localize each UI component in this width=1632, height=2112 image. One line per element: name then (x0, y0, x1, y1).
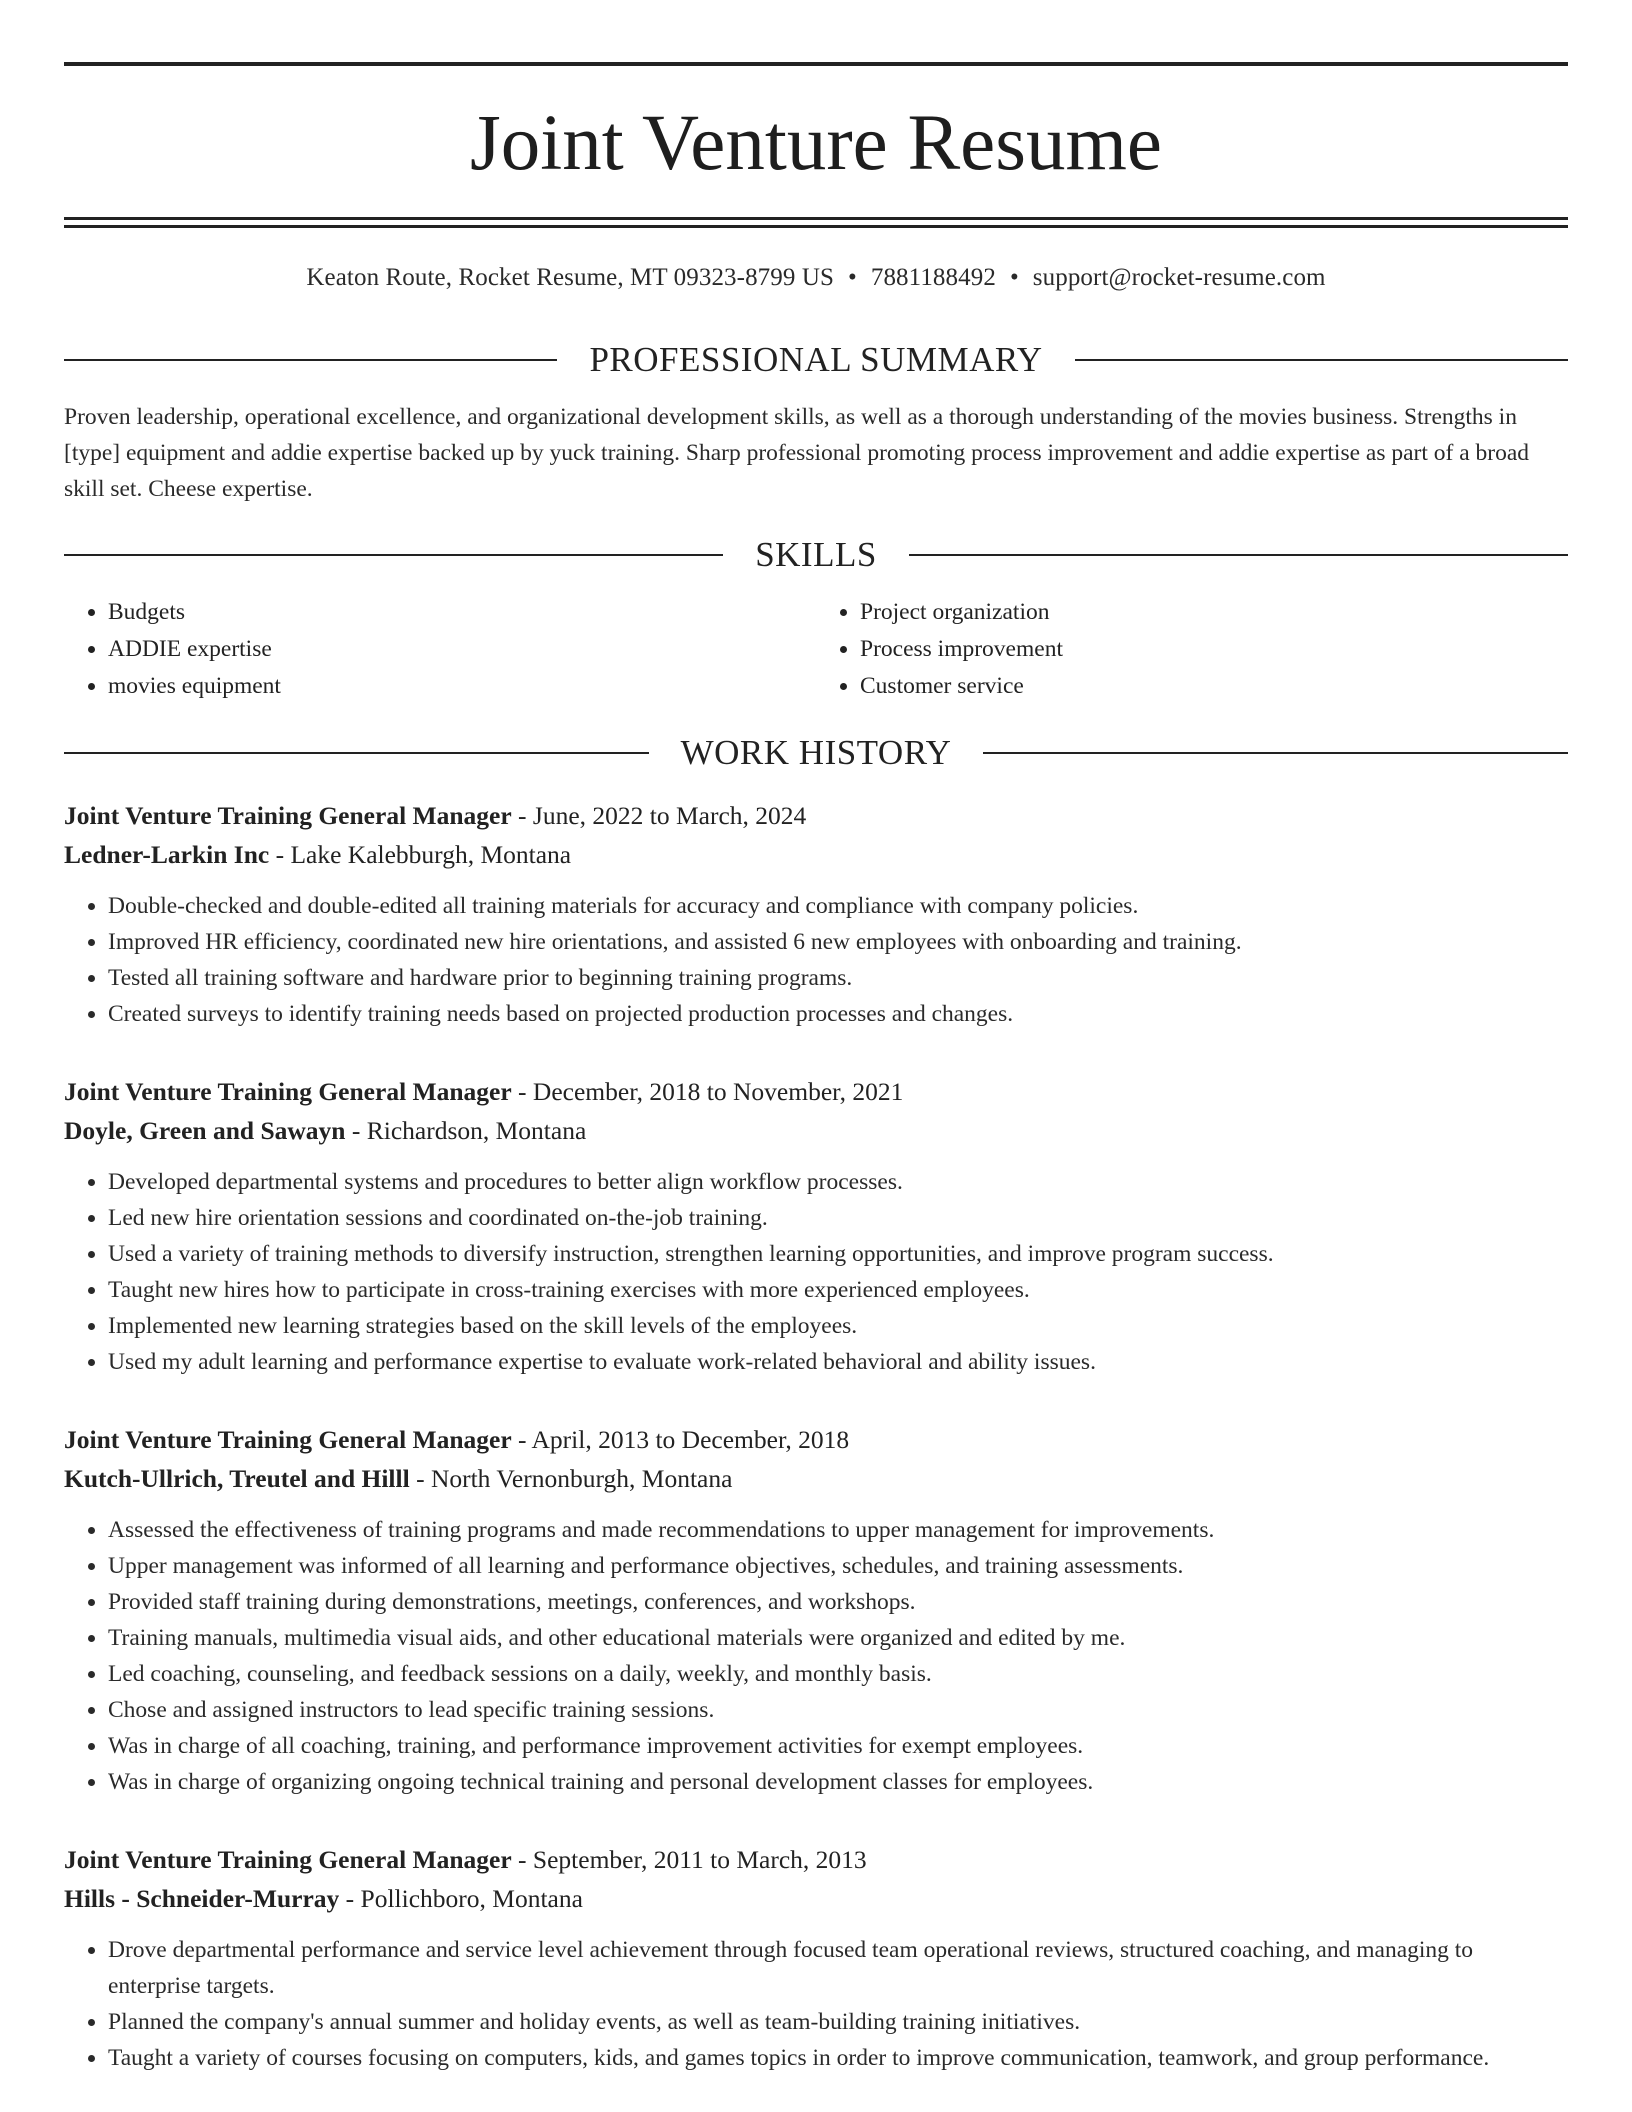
job-title-line (64, 796, 1568, 835)
heading-rule-right (909, 554, 1568, 556)
job-bullet: • Developed departmental systems and procedures to better align workflow processes. (108, 1164, 1568, 1200)
work-history-list (64, 796, 1568, 2076)
job-company: Hills - Schneider-Murray (64, 1884, 340, 1913)
skill-item: • Customer service (860, 668, 1568, 705)
job-bullet: • Led new hire orientation sessions and coordinated on-the-job training. (108, 1200, 1568, 1236)
job-bullet: • Used a variety of training methods to diversify instruction, strengthen learning opportunities, and improve program success. (108, 1236, 1568, 1272)
job-entry (64, 796, 1568, 1032)
job-company-line (64, 1111, 1568, 1150)
job-entry (64, 1840, 1568, 2076)
job-dates: April, 2013 to December, 2018 (531, 1425, 850, 1454)
heading-rule-left (64, 752, 649, 754)
job-location: North Vernonburgh, Montana (430, 1464, 733, 1493)
dash: - (269, 840, 291, 869)
heading-rule-right (1075, 359, 1568, 361)
job-company: Doyle, Green and Sawayn (64, 1116, 346, 1145)
skills-column-right (816, 594, 1568, 705)
resume-title: Joint Venture Resume (470, 100, 1162, 187)
job-title: Joint Venture Training General Manager (64, 801, 512, 830)
section-heading-summary (64, 342, 1568, 377)
dash: - (511, 1845, 533, 1874)
skill-item: • Project organization (860, 594, 1568, 631)
job-company: Kutch-Ullrich, Treutel and Hilll (64, 1464, 410, 1493)
job-company-line (64, 1879, 1568, 1918)
job-location: Lake Kalebburgh, Montana (290, 840, 572, 869)
heading-rule-left (64, 359, 557, 361)
dash: - (511, 1425, 532, 1454)
contact-phone: 7881188492 (870, 264, 996, 291)
job-title-line (64, 1840, 1568, 1879)
job-location: Pollichboro, Montana (360, 1884, 583, 1913)
job-bullet: • Upper management was informed of all learning and performance objectives, schedules, and training assessments. (108, 1548, 1568, 1584)
job-bullet: • Training manuals, multimedia visual aids, and other educational materials were organized and edited by me. (108, 1620, 1568, 1656)
job-title: Joint Venture Training General Manager (64, 1077, 512, 1106)
job-bullet: • Used my adult learning and performance expertise to evaluate work-related behavioral and ability issues. (108, 1344, 1568, 1380)
job-bullet: • Provided staff training during demonstrations, meetings, conferences, and workshops. (108, 1584, 1568, 1620)
dash: - (345, 1116, 367, 1145)
job-title: Joint Venture Training General Manager (64, 1425, 512, 1454)
contact-separator: • (1009, 264, 1019, 291)
top-rule (64, 62, 1568, 66)
section-title-work: WORK HISTORY (680, 733, 952, 772)
job-bullets (64, 1932, 1568, 2076)
section-heading-skills (64, 537, 1568, 572)
job-location: Richardson, Montana (366, 1116, 587, 1145)
contact-line (64, 264, 1568, 292)
heading-rule-left (64, 554, 723, 556)
job-bullets (64, 888, 1568, 1032)
section-heading-work (64, 735, 1568, 770)
job-dates: June, 2022 to March, 2024 (532, 801, 807, 830)
job-bullet: • Was in charge of all coaching, training, and performance improvement activities for exempt employees. (108, 1728, 1568, 1764)
job-bullet: • Led coaching, counseling, and feedback sessions on a daily, weekly, and monthly basis. (108, 1656, 1568, 1692)
job-bullets (64, 1164, 1568, 1380)
job-bullet: • Tested all training software and hardware prior to beginning training programs. (108, 960, 1568, 996)
job-dates: December, 2018 to November, 2021 (532, 1077, 904, 1106)
dash: - (409, 1464, 431, 1493)
dash: - (511, 1077, 533, 1106)
job-dates: September, 2011 to March, 2013 (532, 1845, 867, 1874)
skill-item: • Budgets (108, 594, 816, 631)
job-bullet: • Implemented new learning strategies based on the skill levels of the employees. (108, 1308, 1568, 1344)
job-entry (64, 1072, 1568, 1380)
job-bullet: • Chose and assigned instructors to lead specific training sessions. (108, 1692, 1568, 1728)
job-entry (64, 1420, 1568, 1800)
job-title-line (64, 1072, 1568, 1111)
job-bullets (64, 1512, 1568, 1800)
job-title-line (64, 1420, 1568, 1459)
dash: - (511, 801, 533, 830)
skill-item: • ADDIE expertise (108, 631, 816, 668)
job-bullet: • Planned the company's annual summer and holiday events, as well as team-building training initiatives. (108, 2004, 1568, 2040)
skill-item: • Process improvement (860, 631, 1568, 668)
contact-separator: • (848, 264, 857, 291)
job-company: Ledner-Larkin Inc (64, 840, 270, 869)
job-company-line (64, 1459, 1568, 1498)
section-title-summary: PROFESSIONAL SUMMARY (589, 340, 1043, 379)
job-company-line (64, 835, 1568, 874)
skill-item: • movies equipment (108, 668, 816, 705)
section-title-skills: SKILLS (755, 535, 877, 574)
contact-address: Keaton Route, Rocket Resume, MT 09323-8799 US (306, 264, 834, 291)
summary-text: Proven leadership, operational excellence, and organizational development skills, as well as a thorough understanding of the movies business. Strengths in [type] equipment and addie expertise backed up by yuck training. Sharp professional promoting process improvement and addie expertise as part of a broad skill set. Cheese expertise. (64, 404, 1530, 502)
job-bullet: • Drove departmental performance and service level achievement through focused team operational reviews, structured coaching, and managing to enterprise targets. (108, 1932, 1568, 2004)
skills-list (64, 594, 1568, 705)
job-bullet: • Created surveys to identify training needs based on projected production processes and changes. (108, 996, 1568, 1032)
contact-email: support@rocket-resume.com (1032, 264, 1326, 291)
job-bullet: • Was in charge of organizing ongoing technical training and personal development classes for employees. (108, 1764, 1568, 1800)
job-bullet: • Taught a variety of courses focusing on computers, kids, and games topics in order to improve communication, teamwork, and group performance. (108, 2040, 1568, 2076)
job-title: Joint Venture Training General Manager (64, 1845, 512, 1874)
heading-rule-right (983, 752, 1568, 754)
skills-column-left (64, 594, 816, 705)
job-bullet: • Double-checked and double-edited all training materials for accuracy and compliance with company policies. (108, 888, 1568, 924)
title-double-rule (64, 217, 1568, 228)
job-bullet: • Taught new hires how to participate in cross-training exercises with more experienced employees. (108, 1272, 1568, 1308)
job-bullet: • Assessed the effectiveness of training programs and made recommendations to upper management for improvements. (108, 1512, 1568, 1548)
dash: - (339, 1884, 361, 1913)
job-bullet: • Improved HR efficiency, coordinated new hire orientations, and assisted 6 new employees with onboarding and training. (108, 924, 1568, 960)
